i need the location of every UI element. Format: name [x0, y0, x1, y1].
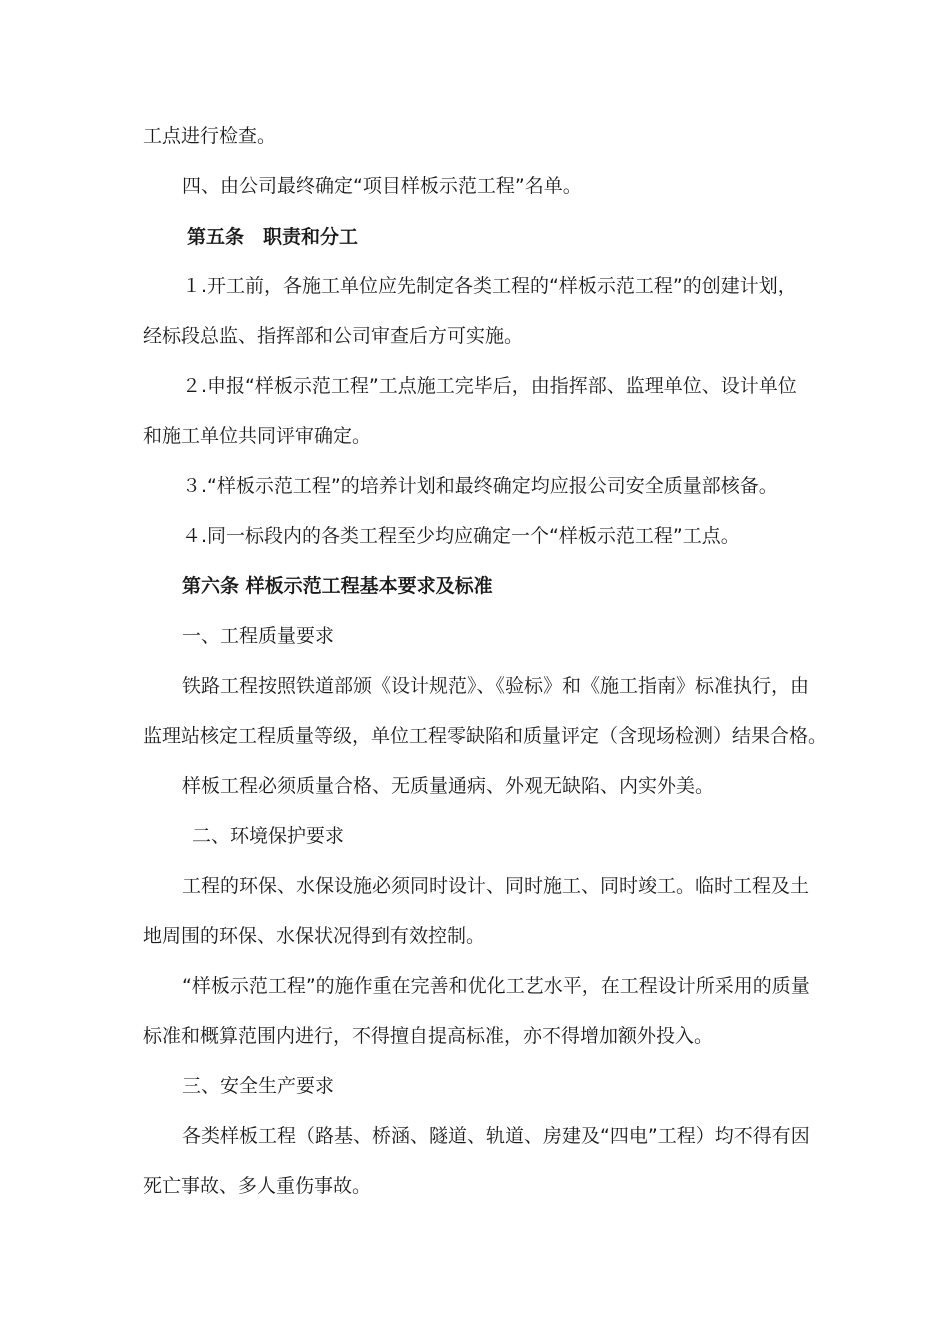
paragraph-line: 各类样板工程（路基、桥涵、隧道、轨道、房建及“四电”工程）均不得有因: [182, 1125, 810, 1147]
paragraph-line: 工程的环保、水保设施必须同时设计、同时施工、同时竣工。临时工程及土: [182, 875, 810, 897]
paragraph-line: 地周围的环保、水保状况得到有效控制。: [143, 925, 486, 947]
paragraph-line: 经标段总监、指挥部和公司审查后方可实施。: [143, 325, 524, 347]
section-heading: 第六条 样板示范工程基本要求及标准: [182, 575, 493, 597]
paragraph-line: “样板示范工程”的施作重在完善和优化工艺水平，在工程设计所采用的质量: [182, 975, 810, 997]
paragraph-line: 标准和概算范围内进行，不得擅自提高标准，亦不得增加额外投入。: [143, 1025, 714, 1047]
section-heading: 第五条 职责和分工: [187, 226, 359, 248]
paragraph-line: 工点进行检查。: [143, 125, 277, 147]
subsection-heading: 一、工程质量要求: [182, 625, 335, 647]
paragraph-line: ２.申报“样板示范工程”工点施工完毕后，由指挥部、监理单位、设计单位: [182, 375, 797, 397]
paragraph-line: 铁路工程按照铁道部颁《设计规范》、《验标》和《施工指南》标准执行，由: [182, 675, 810, 697]
paragraph-line: 和施工单位共同评审确定。: [143, 425, 372, 447]
paragraph-line: ４.同一标段内的各类工程至少均应确定一个“样板示范工程”工点。: [182, 525, 740, 547]
subsection-heading: 二、环境保护要求: [192, 825, 345, 847]
subsection-heading: 三、安全生产要求: [182, 1075, 335, 1097]
paragraph-line: 四、由公司最终确定“项目样板示范工程”名单。: [182, 175, 582, 197]
paragraph-line: 监理站核定工程质量等级，单位工程零缺陷和质量评定（含现场检测）结果合格。: [143, 725, 828, 747]
paragraph-line: 死亡事故、多人重伤事故。: [143, 1175, 372, 1197]
paragraph-line: ３.“样板示范工程”的培养计划和最终确定均应报公司安全质量部核备。: [182, 475, 778, 497]
paragraph-line: １.开工前，各施工单位应先制定各类工程的“样板示范工程”的创建计划，: [182, 275, 797, 297]
paragraph-line: 样板工程必须质量合格、无质量通病、外观无缺陷、内实外美。: [182, 775, 715, 797]
